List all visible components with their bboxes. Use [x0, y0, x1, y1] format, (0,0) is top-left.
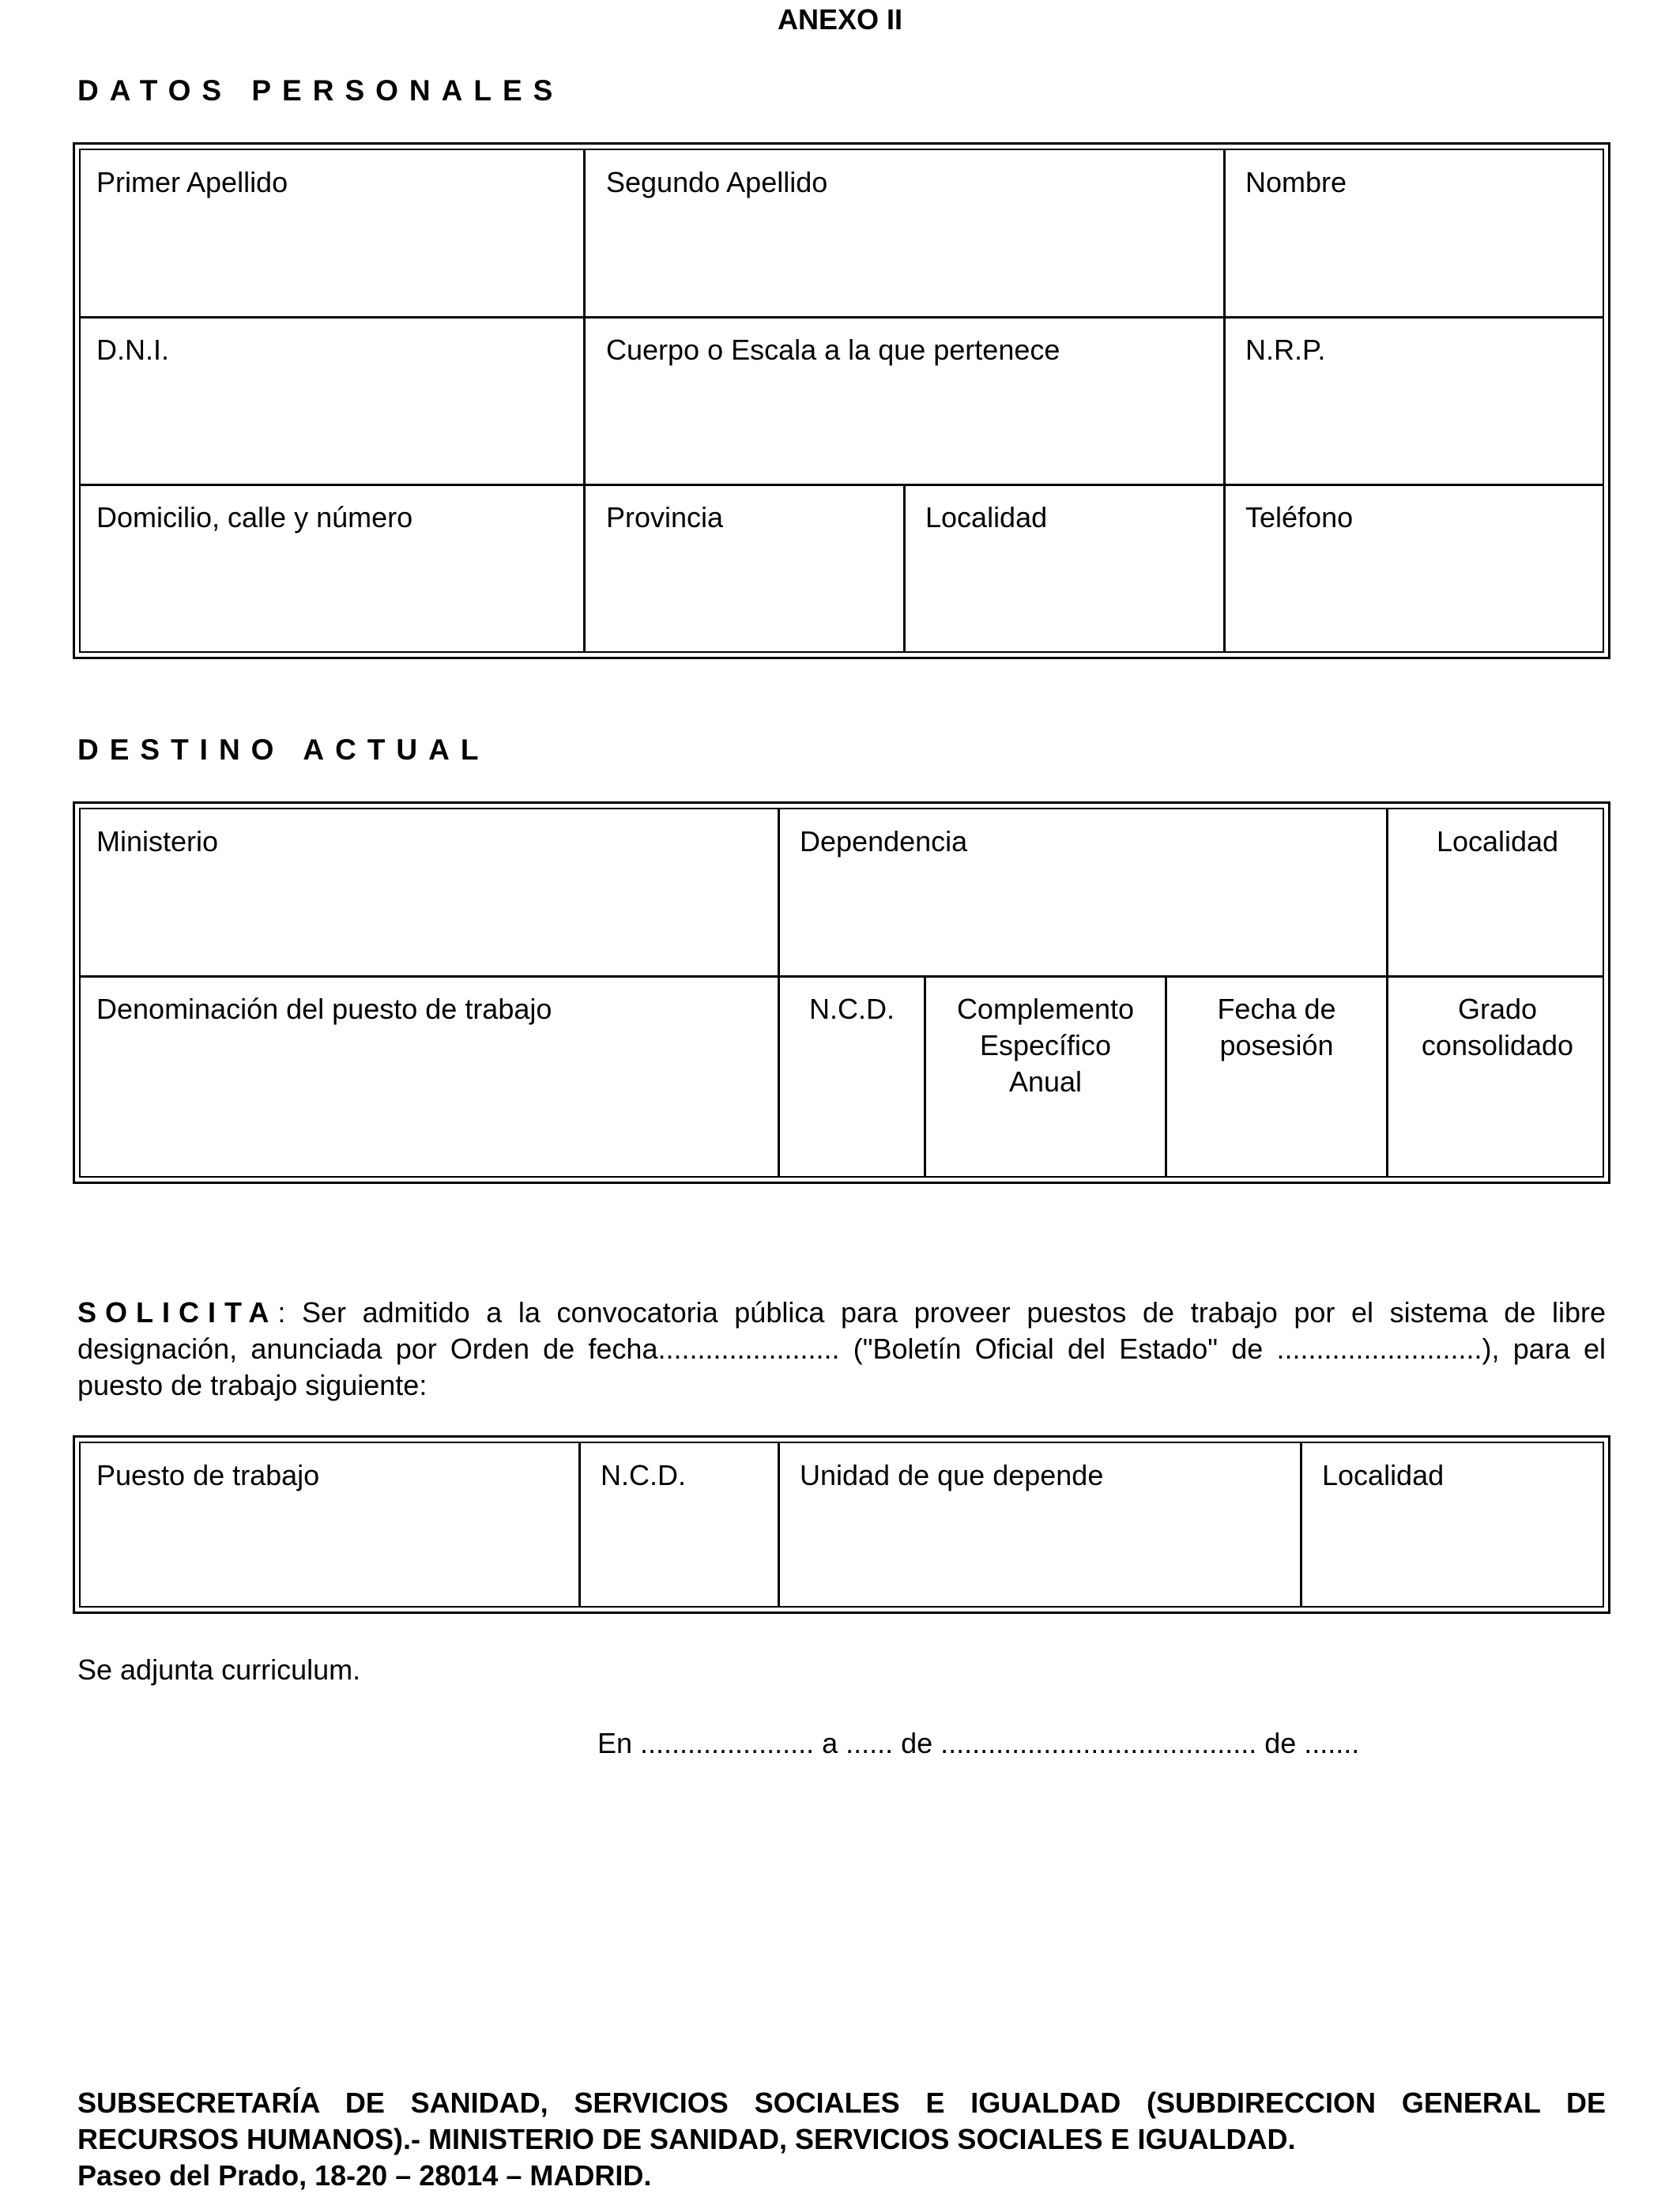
field-ministerio[interactable]: Ministerio [96, 825, 219, 858]
footer-line-3: Paseo del Prado, 18-20 – 28014 – MADRID. [77, 2159, 652, 2192]
field-localidad[interactable]: Localidad [925, 501, 1048, 533]
field-nrp[interactable]: N.R.P. [1245, 334, 1326, 366]
footer-address [77, 2085, 1606, 2194]
field-nombre[interactable]: Nombre [1245, 166, 1347, 198]
solicita-line-2: designación, anunciada por Orden de fecha....................... ("Boletín Oficial del Estado" de ..........................), para el [77, 1333, 1606, 1365]
field-grado-consolidado[interactable] [1388, 991, 1607, 1064]
field-dependencia[interactable]: Dependencia [800, 825, 968, 858]
page-title: ANEXO II [777, 3, 903, 36]
solicita-paragraph [77, 1295, 1606, 1404]
complemento-line-3: Anual [1008, 1065, 1083, 1098]
complemento-line-1: Complemento [956, 993, 1135, 1025]
section-datos-personales: DATOS PERSONALES [77, 74, 564, 107]
field-fecha-posesion[interactable] [1167, 991, 1386, 1064]
field-telefono[interactable]: Teléfono [1245, 501, 1354, 533]
field-domicilio[interactable]: Domicilio, calle y número [96, 501, 413, 533]
footer-line-1: SUBSECRETARÍA DE SANIDAD, SERVICIOS SOCIALES E IGUALDAD (SUBDIRECCION GENERAL DE [77, 2087, 1606, 2119]
field-localidad-destino[interactable]: Localidad [1436, 825, 1559, 858]
field-provincia[interactable]: Provincia [606, 501, 724, 533]
field-segundo-apellido[interactable]: Segundo Apellido [606, 166, 828, 198]
field-localidad-solicitado[interactable]: Localidad [1322, 1459, 1445, 1491]
fecha-line-2: posesión [1219, 1029, 1334, 1061]
field-unidad-depende[interactable]: Unidad de que depende [800, 1459, 1104, 1491]
field-puesto-trabajo[interactable]: Puesto de trabajo [96, 1459, 320, 1491]
fecha-line-1: Fecha de [1217, 993, 1336, 1025]
field-ncd-solicitado[interactable]: N.C.D. [601, 1459, 686, 1491]
field-denominacion-puesto[interactable]: Denominación del puesto de trabajo [96, 993, 552, 1025]
adjunta-curriculum: Se adjunta curriculum. [77, 1653, 361, 1686]
fecha-firma-line: En ...................... a ...... de ........................................ de ....... [597, 1727, 1360, 1759]
grado-line-2: consolidado [1421, 1029, 1574, 1061]
footer-line-2: RECURSOS HUMANOS).- MINISTERIO DE SANIDAD, SERVICIOS SOCIALES E IGUALDAD. [77, 2123, 1296, 2155]
field-ncd[interactable]: N.C.D. [809, 993, 895, 1025]
personal-data-table [73, 142, 1610, 659]
section-destino-actual: DESTINO ACTUAL [77, 733, 490, 766]
solicita-label: SOLICITA [77, 1296, 278, 1329]
puesto-solicitado-table [73, 1435, 1610, 1614]
field-primer-apellido[interactable]: Primer Apellido [96, 166, 288, 198]
solicita-line-1: SOLICITA: Ser admitido a la convocatoria pública para proveer puestos de trabajo por el sistema de libre [77, 1296, 1606, 1329]
destino-actual-table [73, 801, 1610, 1184]
solicita-line-3: puesto de trabajo siguiente: [77, 1369, 428, 1401]
grado-line-1: Grado [1457, 993, 1538, 1025]
field-dni[interactable]: D.N.I. [96, 334, 170, 366]
complemento-line-2: Específico [979, 1029, 1112, 1061]
field-complemento-especifico[interactable] [926, 991, 1165, 1100]
field-cuerpo-escala[interactable]: Cuerpo o Escala a la que pertenece [606, 334, 1060, 366]
